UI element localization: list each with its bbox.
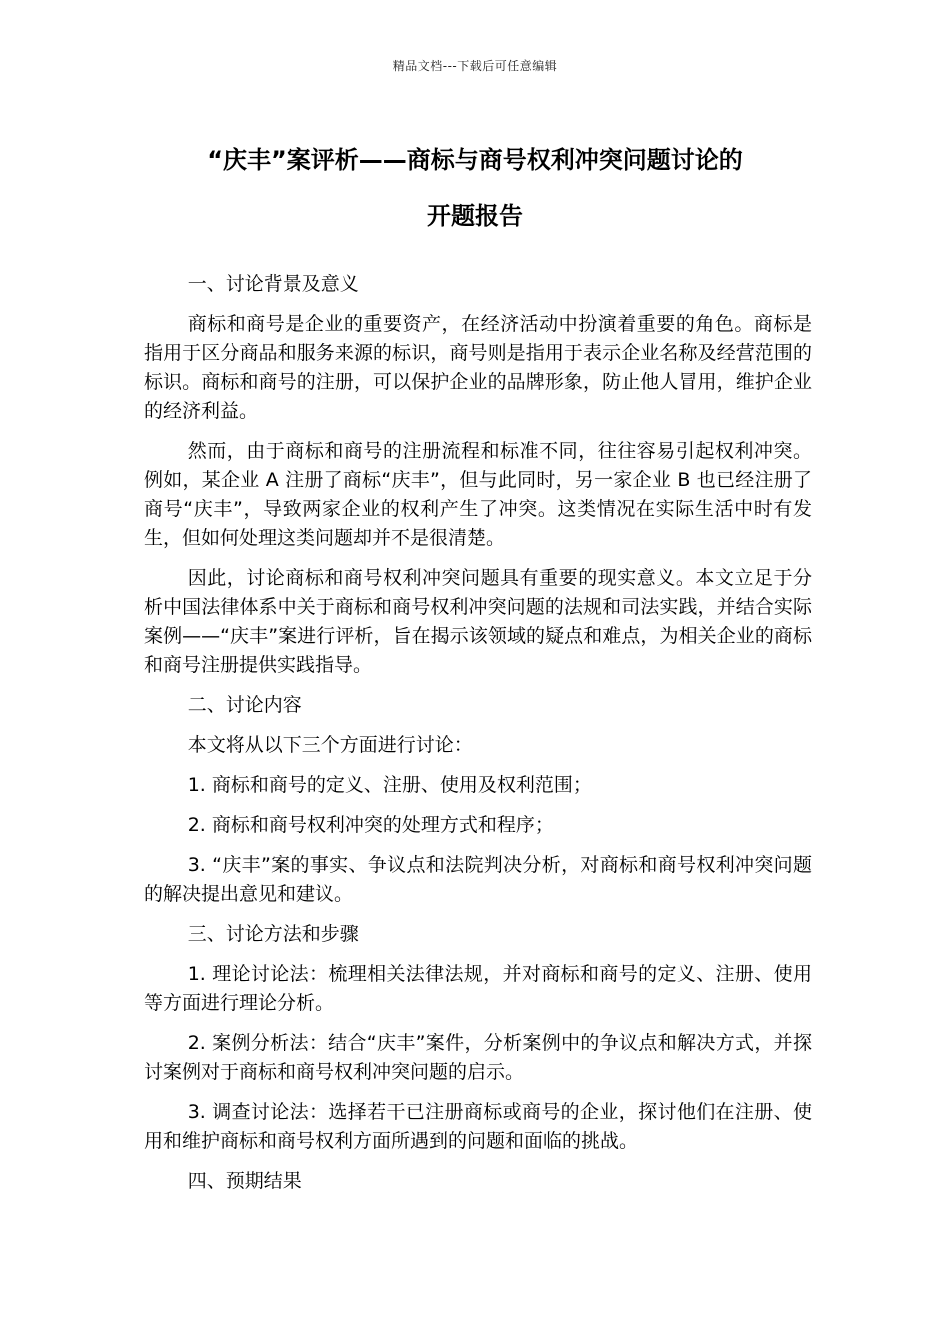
paragraph-background-3: 因此，讨论商标和商号权利冲突问题具有重要的现实意义。本文立足于分析中国法律体系中关于商标和商号权利冲突问题的法规和司法实践，并结合实际案例——“庆丰”案进行评析，旨在揭示该领域的疑点和难点，为相关企业的商标和商号注册提供实践指导。	[144, 567, 812, 676]
list-item-method-3: 3. 调查讨论法：选择若干已注册商标或商号的企业，探讨他们在注册、使用和维护商标和商号权利方面所遇到的问题和面临的挑战。	[144, 1101, 812, 1152]
paragraph-background-1: 商标和商号是企业的重要资产，在经济活动中扮演着重要的角色。商标是指用于区分商品和服务来源的标识，商号则是指用于表示企业名称及经营范围的标识。商标和商号的注册，可以保护企业的品牌形象，防止他人冒用，维护企业的经济利益。	[144, 313, 812, 422]
list-item-content-3: 3. “庆丰”案的事实、争议点和法院判决分析，对商标和商号权利冲突问题的解决提出意见和建议。	[144, 854, 812, 905]
document-body	[144, 270, 812, 1207]
title-line-2: 开题报告	[427, 202, 523, 230]
title-line-1: “庆丰”案评析——商标与商号权利冲突问题讨论的	[207, 146, 743, 174]
document-title	[100, 132, 850, 244]
list-item-method-2: 2. 案例分析法：结合“庆丰”案件，分析案例中的争议点和解决方式，并探讨案例对于商标和商号权利冲突问题的启示。	[144, 1032, 812, 1083]
list-item-content-2: 2. 商标和商号权利冲突的处理方式和程序；	[187, 814, 554, 836]
paragraph-background-2: 然而，由于商标和商号的注册流程和标准不同，往往容易引起权利冲突。例如，某企业 A 注册了商标“庆丰”，但与此同时，另一家企业 B 也已经注册了商号“庆丰”，导致两家企业的权利产生了冲突。这类情况在实际生活中时有发生，但如何处理这类问题却并不是很清楚。	[144, 440, 812, 549]
section-heading-content: 二、讨论内容	[187, 694, 302, 716]
section-heading-background: 一、讨论背景及意义	[187, 273, 359, 295]
list-item-method-1: 1. 理论讨论法：梳理相关法律法规，并对商标和商号的定义、注册、使用等方面进行理论分析。	[144, 963, 812, 1014]
list-item-content-1: 1. 商标和商号的定义、注册、使用及权利范围；	[187, 774, 592, 796]
paragraph-content-intro: 本文将从以下三个方面进行讨论：	[187, 734, 473, 756]
section-heading-results: 四、预期结果	[187, 1170, 302, 1192]
header-note: 精品文档---下载后可任意编辑	[392, 59, 558, 73]
section-heading-methods: 三、讨论方法和步骤	[187, 923, 359, 945]
